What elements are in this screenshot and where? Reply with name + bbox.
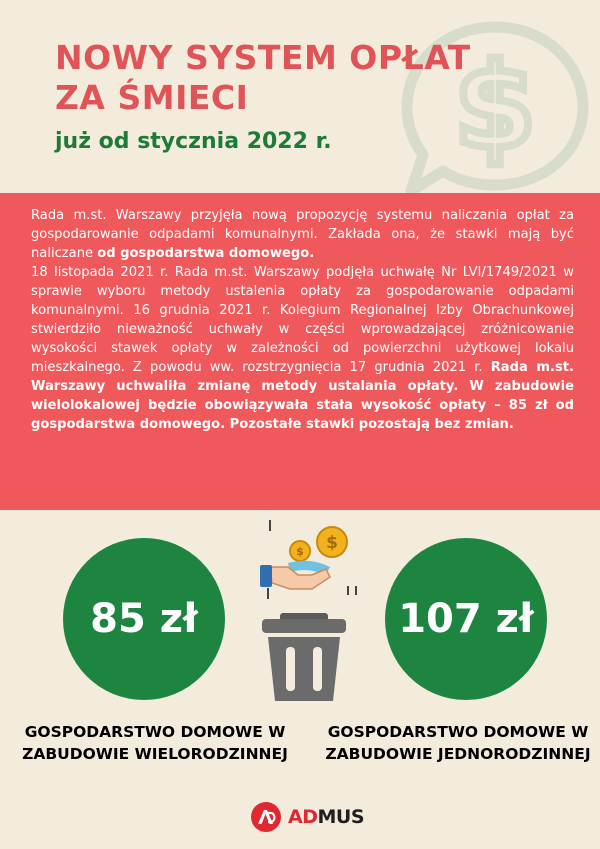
admus-logo [250, 800, 364, 834]
coins-hand-trash-icon [240, 515, 365, 705]
paragraph-2-bold: Rada m.st. Warszawy uchwaliła zmianę metody ustalania opłaty. W zabudowie wielolokalowej będzie obowiązywała stała wysokość opłaty – 85 zł od gospodarstwa domowego. Pozostałe stawki pozostają bez zmian. [31, 360, 574, 432]
svg-text:$: $ [453, 37, 537, 175]
logo-wordmark [288, 806, 364, 828]
trash-bin-icon [262, 613, 346, 701]
rate-circle-singlefamily: 107 zł [385, 538, 547, 700]
subtitle: już od stycznia 2022 r. [55, 129, 332, 154]
logo-text-a: AD [288, 806, 318, 828]
label-singlefamily: GOSPODARSTWO DOMOWE W ZABUDOWIE JEDNORODZINNEJ [325, 723, 591, 763]
coins-hand-icon [260, 520, 356, 599]
label-multifamily: GOSPODARSTWO DOMOWE W ZABUDOWIE WIELORODZINNEJ [22, 723, 288, 763]
logo-text-b: MUS [317, 806, 365, 828]
rate-circle-multifamily: 85 zł [63, 538, 225, 700]
paragraph-2 [31, 263, 574, 434]
info-text [31, 206, 574, 434]
title-line-1: NOWY SYSTEM OPŁAT [55, 38, 471, 77]
paragraph-1 [31, 206, 574, 263]
svg-text:$: $ [296, 545, 304, 558]
admus-logo-icon [250, 801, 282, 833]
page-title [55, 38, 471, 118]
paragraph-1-text: Rada m.st. Warszawy przyjęła nową propozycję systemu naliczania opłat za gospodarowanie odpadami komunalnymi. Zakłada ona, że stawki mają być naliczane [31, 208, 574, 261]
title-line-2: ZA ŚMIECI [55, 78, 249, 117]
svg-text:$: $ [326, 533, 338, 553]
paragraph-1-bold: od gospodarstwa domowego. [97, 246, 315, 261]
paragraph-2-text: 18 listopada 2021 r. Rada m.st. Warszawy podjęła uchwałę Nr LVI/1749/2021 w sprawie wyboru metody ustalenia opłaty za gospodarowanie odpadami komunalnymi. 16 grudnia 2021 r. Kolegium Regionalnej Izby Obrachunkowej stwierdziło nieważność uchwały w części wprowadzającej zróżnicowanie wysokości stawek opłaty w zależności od powierzchni użytkowej lokalu mieszkalnego. Z powodu ww. rozstrzygnięcia 17 grudnia 2021 r. [31, 265, 574, 375]
